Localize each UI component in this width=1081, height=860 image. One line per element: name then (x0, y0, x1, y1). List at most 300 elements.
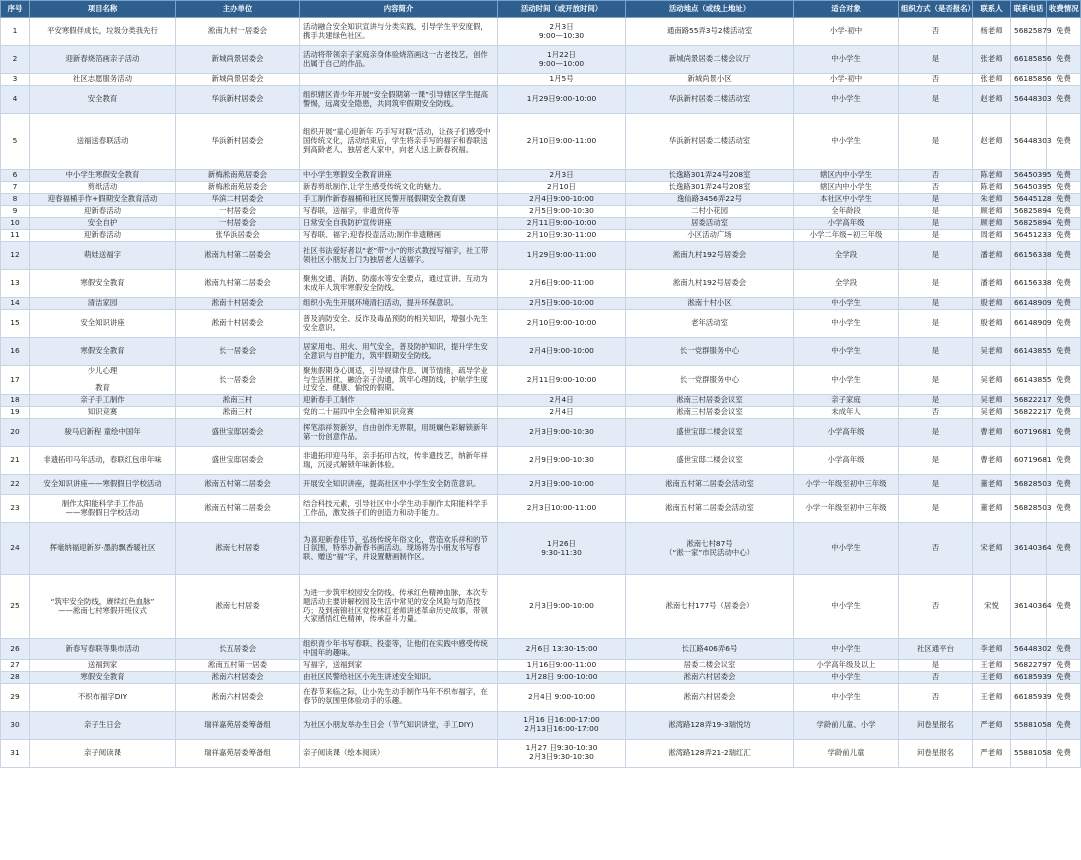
activity-time-cell: 2月5日9:00-10:00 (498, 298, 626, 310)
contact-phone-cell: 36140364 (1011, 575, 1047, 639)
host-org-cell: 淞南三村 (176, 407, 300, 419)
row-number-cell: 28 (1, 671, 30, 683)
activity-place-cell: 淞南五村第二居委会活动室 (626, 495, 794, 523)
activity-place-cell: 淞南五村第二居委会活动室 (626, 475, 794, 495)
activity-place-cell: 长一党群服务中心 (626, 338, 794, 366)
table-row (1, 114, 1081, 170)
activity-time-cell: 2月10日 (498, 182, 626, 194)
fee-cell: 免费 (1047, 114, 1081, 170)
row-number-cell: 5 (1, 114, 30, 170)
host-org-cell: 淞南十村居委会 (176, 310, 300, 338)
audience-cell: 小学二年级~初三年级 (794, 230, 899, 242)
contact-phone-cell: 66148909 (1011, 298, 1047, 310)
activity-place-cell: 长逸路301弄24号208室 (626, 170, 794, 182)
project-name-cell: 亲子阅读课 (30, 739, 176, 767)
contact-person-cell: 赵老师 (973, 86, 1011, 114)
contact-phone-cell: 56825894 (1011, 218, 1047, 230)
activity-place-cell: 老年活动室 (626, 310, 794, 338)
description-cell: 聚焦假期身心调适，引导规律作息、调节情绪，疏导学业与生活困扰，融洽亲子沟通，筑牢心理防线，护航学生度过安全、健康、愉悦的假期。 (300, 366, 498, 395)
fee-cell: 免费 (1047, 671, 1081, 683)
contact-person-cell: 王老师 (973, 671, 1011, 683)
contact-person-cell: 殷老师 (973, 298, 1011, 310)
activity-place-cell: 淞南六村居委会 (626, 683, 794, 711)
activity-time-cell: 2月3日 9:00—10:30 (498, 18, 626, 46)
fee-cell: 免费 (1047, 46, 1081, 74)
activity-time-cell: 1月28日 9:00-10:00 (498, 671, 626, 683)
description-cell: 开展安全知识讲座，提高社区中小学生安全防范意识。 (300, 475, 498, 495)
fee-cell: 免费 (1047, 218, 1081, 230)
row-number-cell: 15 (1, 310, 30, 338)
host-org-cell: 一村居委会 (176, 218, 300, 230)
activity-time-cell: 2月4日9:00-10:00 (498, 194, 626, 206)
fee-cell: 免费 (1047, 447, 1081, 475)
description-cell: 日常安全自我防护宣传讲座 (300, 218, 498, 230)
fee-cell: 免费 (1047, 366, 1081, 395)
table-row (1, 182, 1081, 194)
fee-cell: 免费 (1047, 18, 1081, 46)
header-signup: 组织方式（是否报名） (899, 1, 973, 18)
audience-cell: 中小学生 (794, 639, 899, 659)
project-name-cell: 萌娃送福字 (30, 242, 176, 270)
row-number-cell: 25 (1, 575, 30, 639)
fee-cell: 免费 (1047, 182, 1081, 194)
contact-phone-cell: 56828503 (1011, 495, 1047, 523)
row-number-cell: 31 (1, 739, 30, 767)
audience-cell: 小学一年级至初中三年级 (794, 475, 899, 495)
contact-phone-cell: 56825894 (1011, 206, 1047, 218)
header-target: 适合对象 (794, 1, 899, 18)
description-cell: 写春联，送福字，非遗赏传等 (300, 206, 498, 218)
table-row (1, 407, 1081, 419)
signup-method-cell: 是 (899, 447, 973, 475)
host-org-cell: 华浜新村居委会 (176, 86, 300, 114)
activity-place-cell: 长江路406弄6号 (626, 639, 794, 659)
contact-phone-cell: 56828503 (1011, 475, 1047, 495)
table-row (1, 18, 1081, 46)
activity-place-cell: 逸仙路3456弄22号 (626, 194, 794, 206)
activity-time-cell: 2月3日 (498, 170, 626, 182)
fee-cell: 免费 (1047, 639, 1081, 659)
fee-cell: 免费 (1047, 338, 1081, 366)
contact-phone-cell: 66185856 (1011, 74, 1047, 86)
table-row (1, 523, 1081, 575)
project-name-cell: 安全教育 (30, 86, 176, 114)
project-name-cell: 骏马启新程 童绘中国年 (30, 419, 176, 447)
contact-person-cell: 董老师 (973, 475, 1011, 495)
activity-place-cell: 新城尚景小区 (626, 74, 794, 86)
fee-cell: 免费 (1047, 242, 1081, 270)
table-row (1, 218, 1081, 230)
fee-cell: 免费 (1047, 523, 1081, 575)
contact-person-cell: 董老师 (973, 495, 1011, 523)
contact-person-cell: 宋老师 (973, 523, 1011, 575)
row-number-cell: 20 (1, 419, 30, 447)
activity-place-cell: 二村小花园 (626, 206, 794, 218)
project-name-cell: 迎新春烧箔画亲子活动 (30, 46, 176, 74)
project-name-cell: 寒假安全教育 (30, 338, 176, 366)
project-name-cell: 迎新春活动 (30, 206, 176, 218)
table-row (1, 230, 1081, 242)
signup-method-cell: 否 (899, 683, 973, 711)
audience-cell: 中小学生 (794, 114, 899, 170)
table-row (1, 671, 1081, 683)
row-number-cell: 8 (1, 194, 30, 206)
contact-person-cell: 吴老师 (973, 407, 1011, 419)
description-cell: 手工制作新春福桶和社区民警开展假期安全教育课 (300, 194, 498, 206)
activity-time-cell: 2月6日9:00-11:00 (498, 270, 626, 298)
audience-cell: 中小学生 (794, 338, 899, 366)
description-cell: 写福字，送福到家 (300, 659, 498, 671)
activity-time-cell: 2月9日9:00-10:30 (498, 447, 626, 475)
activity-time-cell: 1月16 日16:00-17:00 2月13日16:00-17:00 (498, 711, 626, 739)
signup-method-cell: 是 (899, 114, 973, 170)
activity-place-cell: 华浜新村居委二楼活动室 (626, 114, 794, 170)
audience-cell: 中小学生 (794, 310, 899, 338)
row-number-cell: 9 (1, 206, 30, 218)
audience-cell: 中小学生 (794, 671, 899, 683)
row-number-cell: 7 (1, 182, 30, 194)
host-org-cell: 淞南七村居委 (176, 575, 300, 639)
fee-cell: 免费 (1047, 495, 1081, 523)
signup-method-cell: 是 (899, 218, 973, 230)
contact-person-cell: 殷老师 (973, 310, 1011, 338)
row-number-cell: 12 (1, 242, 30, 270)
signup-method-cell: 否 (899, 575, 973, 639)
table-row (1, 447, 1081, 475)
description-cell: 结合科技元素，引导社区中小学生动手制作太阳能科学手工作品，激发孩子们的创造力和动手能力。 (300, 495, 498, 523)
contact-phone-cell: 60719681 (1011, 419, 1047, 447)
signup-method-cell: 是 (899, 495, 973, 523)
contact-person-cell: 严老师 (973, 711, 1011, 739)
fee-cell: 免费 (1047, 395, 1081, 407)
contact-phone-cell: 55881058 (1011, 711, 1047, 739)
contact-person-cell: 顾老师 (973, 218, 1011, 230)
fee-cell: 免费 (1047, 419, 1081, 447)
audience-cell: 辖区内中小学生 (794, 182, 899, 194)
host-org-cell: 瑞祥嘉苑居委筹备组 (176, 739, 300, 767)
fee-cell: 免费 (1047, 86, 1081, 114)
fee-cell: 免费 (1047, 683, 1081, 711)
host-org-cell: 华滨二村居委会 (176, 194, 300, 206)
table-row (1, 86, 1081, 114)
header-time: 活动时间（或开放时间） (498, 1, 626, 18)
activity-time-cell: 2月4日 (498, 395, 626, 407)
table-row (1, 639, 1081, 659)
project-name-cell: 送福送春联活动 (30, 114, 176, 170)
audience-cell: 未成年人 (794, 407, 899, 419)
audience-cell: 全学段 (794, 242, 899, 270)
signup-method-cell: 问卷星报名 (899, 739, 973, 767)
contact-phone-cell: 56825879 (1011, 18, 1047, 46)
activity-time-cell: 1月29日9:00-10:00 (498, 86, 626, 114)
table-row (1, 366, 1081, 395)
activity-place-cell: 长一党群服务中心 (626, 366, 794, 395)
signup-method-cell: 否 (899, 523, 973, 575)
table-row (1, 46, 1081, 74)
contact-person-cell: 朱老师 (973, 194, 1011, 206)
header-row (1, 1, 1081, 18)
row-number-cell: 21 (1, 447, 30, 475)
row-number-cell: 14 (1, 298, 30, 310)
audience-cell: 小学高年级 (794, 419, 899, 447)
audience-cell: 学龄前儿童、小学 (794, 711, 899, 739)
host-org-cell: 淞南五村第二居委会 (176, 475, 300, 495)
audience-cell: 小学-初中 (794, 74, 899, 86)
contact-phone-cell: 66148909 (1011, 310, 1047, 338)
activity-time-cell: 2月11日9:00-10:00 (498, 366, 626, 395)
signup-method-cell: 否 (899, 182, 973, 194)
activity-time-cell: 2月4日 9:00-10:00 (498, 683, 626, 711)
activity-place-cell: 淞南九村192号居委会 (626, 270, 794, 298)
project-name-cell: 安全自护 (30, 218, 176, 230)
contact-person-cell: 吴老师 (973, 395, 1011, 407)
contact-person-cell: 吴老师 (973, 366, 1011, 395)
fee-cell: 免费 (1047, 170, 1081, 182)
project-name-cell: 安全知识讲座 (30, 310, 176, 338)
table-row (1, 310, 1081, 338)
signup-method-cell: 否 (899, 18, 973, 46)
activity-time-cell: 2月3日10:00-11:00 (498, 495, 626, 523)
row-number-cell: 18 (1, 395, 30, 407)
audience-cell: 全学段 (794, 270, 899, 298)
audience-cell: 全年龄段 (794, 206, 899, 218)
activity-place-cell: 淞南三村居委会议室 (626, 395, 794, 407)
audience-cell: 小学高年级 (794, 447, 899, 475)
description-cell: 普及消防安全、反诈及毒品预防的相关知识，增强小先生安全意识。 (300, 310, 498, 338)
project-name-cell: “筑牢安全防线，赓续红色血脉” ——淞南七村寒假开班仪式 (30, 575, 176, 639)
project-name-cell: 制作太阳能科学手工作品 ——寒假假日学校活动 (30, 495, 176, 523)
project-name-cell: 清洁家园 (30, 298, 176, 310)
host-org-cell: 一村居委会 (176, 206, 300, 218)
signup-method-cell: 是 (899, 86, 973, 114)
description-cell: 迎新春手工制作 (300, 395, 498, 407)
row-number-cell: 29 (1, 683, 30, 711)
audience-cell: 中小学生 (794, 366, 899, 395)
signup-method-cell: 是 (899, 475, 973, 495)
activity-place-cell: 淞湾路128弄19-3瑞悦坊 (626, 711, 794, 739)
table-row (1, 270, 1081, 298)
table-row (1, 739, 1081, 767)
description-cell: 组织小先生开展环境清扫活动，提升环保意识。 (300, 298, 498, 310)
fee-cell: 免费 (1047, 206, 1081, 218)
activity-place-cell: 淞南七村87号 （“淞一家”市民活动中心） (626, 523, 794, 575)
host-org-cell: 瑞祥嘉苑居委筹备组 (176, 711, 300, 739)
project-name-cell: 亲子手工制作 (30, 395, 176, 407)
description-cell (300, 74, 498, 86)
contact-phone-cell: 36140364 (1011, 523, 1047, 575)
description-cell: 居家用电、用火、用气安全，普及防护知识，提升学生安全意识与自护能力，筑牢假期安全防线。 (300, 338, 498, 366)
activity-time-cell: 2月5日9:00-10:30 (498, 206, 626, 218)
fee-cell: 免费 (1047, 270, 1081, 298)
row-number-cell: 27 (1, 659, 30, 671)
signup-method-cell: 是 (899, 206, 973, 218)
host-org-cell: 新城尚景居委会 (176, 46, 300, 74)
header-name: 项目名称 (30, 1, 176, 18)
header-org: 主办单位 (176, 1, 300, 18)
table-row (1, 242, 1081, 270)
project-name-cell: 非遗拓印马年活动，春联红包串年味 (30, 447, 176, 475)
fee-cell: 免费 (1047, 407, 1081, 419)
host-org-cell: 淞南九村一居委会 (176, 18, 300, 46)
activity-place-cell: 新城尚景居委二楼会议厅 (626, 46, 794, 74)
activity-place-cell: 淞南七村177号（居委会） (626, 575, 794, 639)
row-number-cell: 13 (1, 270, 30, 298)
contact-person-cell: 陈老师 (973, 182, 1011, 194)
activity-time-cell: 2月6日 13:30-15:00 (498, 639, 626, 659)
audience-cell: 亲子家庭 (794, 395, 899, 407)
signup-method-cell: 是 (899, 366, 973, 395)
description-cell: 为喜迎新春佳节，弘扬传统年俗文化，营造欢乐祥和的节日氛围，特举办新春书画活动。现场将为小朋友书写春联、赠送“福”字，并设置糖画制作区。 (300, 523, 498, 575)
project-name-cell: 安全知识讲座——寒假假日学校活动 (30, 475, 176, 495)
row-number-cell: 22 (1, 475, 30, 495)
row-number-cell: 6 (1, 170, 30, 182)
table-row (1, 298, 1081, 310)
row-number-cell: 24 (1, 523, 30, 575)
activity-place-cell: 小区活动广场 (626, 230, 794, 242)
table-row (1, 395, 1081, 407)
description-cell: 聚焦交通、消防、防溺水等安全要点，通过宣讲、互动为未成年人筑牢寒假安全防线。 (300, 270, 498, 298)
activity-place-cell: 淞湾路128弄21-2瑞红汇 (626, 739, 794, 767)
signup-method-cell: 是 (899, 310, 973, 338)
project-name-cell: 社区志愿服务活动 (30, 74, 176, 86)
contact-person-cell: 曹老师 (973, 447, 1011, 475)
host-org-cell: 淞南七村居委 (176, 523, 300, 575)
host-org-cell: 长一居委会 (176, 366, 300, 395)
row-number-cell: 17 (1, 366, 30, 395)
table-row (1, 475, 1081, 495)
project-name-cell: 迎春福桶手作+假期安全教育活动 (30, 194, 176, 206)
signup-method-cell: 否 (899, 170, 973, 182)
description-cell: 中小学生寒假安全教育讲座 (300, 170, 498, 182)
host-org-cell: 华浜新村居委会 (176, 114, 300, 170)
description-cell: 为社区小朋友举办生日会（节气知识讲堂，手工DIY) (300, 711, 498, 739)
activity-time-cell: 2月11日9:00-10:00 (498, 218, 626, 230)
host-org-cell: 新梅淞南苑居委会 (176, 182, 300, 194)
contact-phone-cell: 56448302 (1011, 639, 1047, 659)
row-number-cell: 16 (1, 338, 30, 366)
audience-cell: 本社区中小学生 (794, 194, 899, 206)
project-name-cell: 剪纸活动 (30, 182, 176, 194)
row-number-cell: 4 (1, 86, 30, 114)
contact-person-cell: 张老师 (973, 46, 1011, 74)
activity-time-cell: 1月26日 9:30-11:30 (498, 523, 626, 575)
activity-time-cell: 2月10日9:30-11:00 (498, 230, 626, 242)
project-name-cell: 中小学生寒假安全教育 (30, 170, 176, 182)
fee-cell: 免费 (1047, 74, 1081, 86)
description-cell: 活动融合安全知识宣讲与分类实践，引导学生平安度假，携手共建绿色社区。 (300, 18, 498, 46)
host-org-cell: 淞南六村居委会 (176, 683, 300, 711)
contact-phone-cell: 66185939 (1011, 671, 1047, 683)
description-cell: 党的二十届四中全会精神知识竞赛 (300, 407, 498, 419)
host-org-cell: 淞南五村第二居委会 (176, 495, 300, 523)
description-cell: 由社区民警给社区小先生讲述安全知识。 (300, 671, 498, 683)
fee-cell: 免费 (1047, 575, 1081, 639)
header-place: 活动地点（或线上地址） (626, 1, 794, 18)
project-name-cell: 亲子生日会 (30, 711, 176, 739)
table-row (1, 194, 1081, 206)
activity-time-cell: 1月22日 9:00—10:00 (498, 46, 626, 74)
table-row (1, 659, 1081, 671)
fee-cell: 免费 (1047, 475, 1081, 495)
contact-person-cell: 吴老师 (973, 338, 1011, 366)
contact-person-cell: 曹老师 (973, 419, 1011, 447)
table-header (1, 1, 1081, 18)
contact-person-cell: 潘老师 (973, 242, 1011, 270)
host-org-cell: 淞南五村第一居委 (176, 659, 300, 671)
signup-method-cell: 否 (899, 671, 973, 683)
row-number-cell: 19 (1, 407, 30, 419)
row-number-cell: 11 (1, 230, 30, 242)
audience-cell: 辖区内中小学生 (794, 170, 899, 182)
contact-phone-cell: 55881058 (1011, 739, 1047, 767)
host-org-cell: 长五居委会 (176, 639, 300, 659)
signup-method-cell: 是 (899, 419, 973, 447)
activity-time-cell: 1月29日9:00-11:00 (498, 242, 626, 270)
activity-time-cell: 1月16日9:00-11:00 (498, 659, 626, 671)
host-org-cell: 淞南六村居委会 (176, 671, 300, 683)
audience-cell: 学龄前儿童 (794, 739, 899, 767)
contact-phone-cell: 66156338 (1011, 242, 1047, 270)
table-row (1, 74, 1081, 86)
contact-person-cell: 赵老师 (973, 114, 1011, 170)
project-name-cell: 平安寒假伴成长，垃圾分类我先行 (30, 18, 176, 46)
contact-phone-cell: 56822217 (1011, 395, 1047, 407)
host-org-cell: 淞南九村第二居委会 (176, 270, 300, 298)
project-name-cell: 迎新春活动 (30, 230, 176, 242)
activity-place-cell: 淞南六村居委会 (626, 671, 794, 683)
audience-cell: 小学高年级及以上 (794, 659, 899, 671)
contact-phone-cell: 56448303 (1011, 86, 1047, 114)
host-org-cell: 盛世宝邸居委会 (176, 447, 300, 475)
table-row (1, 338, 1081, 366)
signup-method-cell: 是 (899, 298, 973, 310)
contact-phone-cell: 66143855 (1011, 338, 1047, 366)
contact-phone-cell: 66143855 (1011, 366, 1047, 395)
contact-person-cell: 宋悦 (973, 575, 1011, 639)
row-number-cell: 26 (1, 639, 30, 659)
project-name-cell: 寒假安全教育 (30, 270, 176, 298)
activity-place-cell: 盛世宝邸二楼会议室 (626, 419, 794, 447)
audience-cell: 小学-初中 (794, 18, 899, 46)
table-row (1, 683, 1081, 711)
description-cell: 挥笔添祥贺新岁，自由创作无界限，用斑斓色彩解锁新年第一份创意作品。 (300, 419, 498, 447)
signup-method-cell: 社区通平台 (899, 639, 973, 659)
contact-phone-cell: 56450395 (1011, 182, 1047, 194)
host-org-cell: 张华浜居委会 (176, 230, 300, 242)
contact-person-cell: 顾老师 (973, 206, 1011, 218)
contact-person-cell: 潘老师 (973, 270, 1011, 298)
audience-cell: 小学高年级 (794, 218, 899, 230)
fee-cell: 免费 (1047, 739, 1081, 767)
contact-phone-cell: 56448303 (1011, 114, 1047, 170)
audience-cell: 中小学生 (794, 86, 899, 114)
activity-time-cell: 2月3日9:00-10:00 (498, 475, 626, 495)
fee-cell: 免费 (1047, 659, 1081, 671)
contact-person-cell: 陈老师 (973, 170, 1011, 182)
activity-time-cell: 2月3日9:00-10:30 (498, 419, 626, 447)
activity-time-cell: 2月4日9:00-10:00 (498, 338, 626, 366)
signup-method-cell: 否 (899, 407, 973, 419)
contact-person-cell: 周老师 (973, 230, 1011, 242)
row-number-cell: 10 (1, 218, 30, 230)
header-contact: 联系人 (973, 1, 1011, 18)
signup-method-cell: 问卷星报名 (899, 711, 973, 739)
project-name-cell: 寒假安全教育 (30, 671, 176, 683)
activity-place-cell: 居委二楼会议室 (626, 659, 794, 671)
host-org-cell: 长一居委会 (176, 338, 300, 366)
table-row (1, 206, 1081, 218)
fee-cell: 免费 (1047, 310, 1081, 338)
